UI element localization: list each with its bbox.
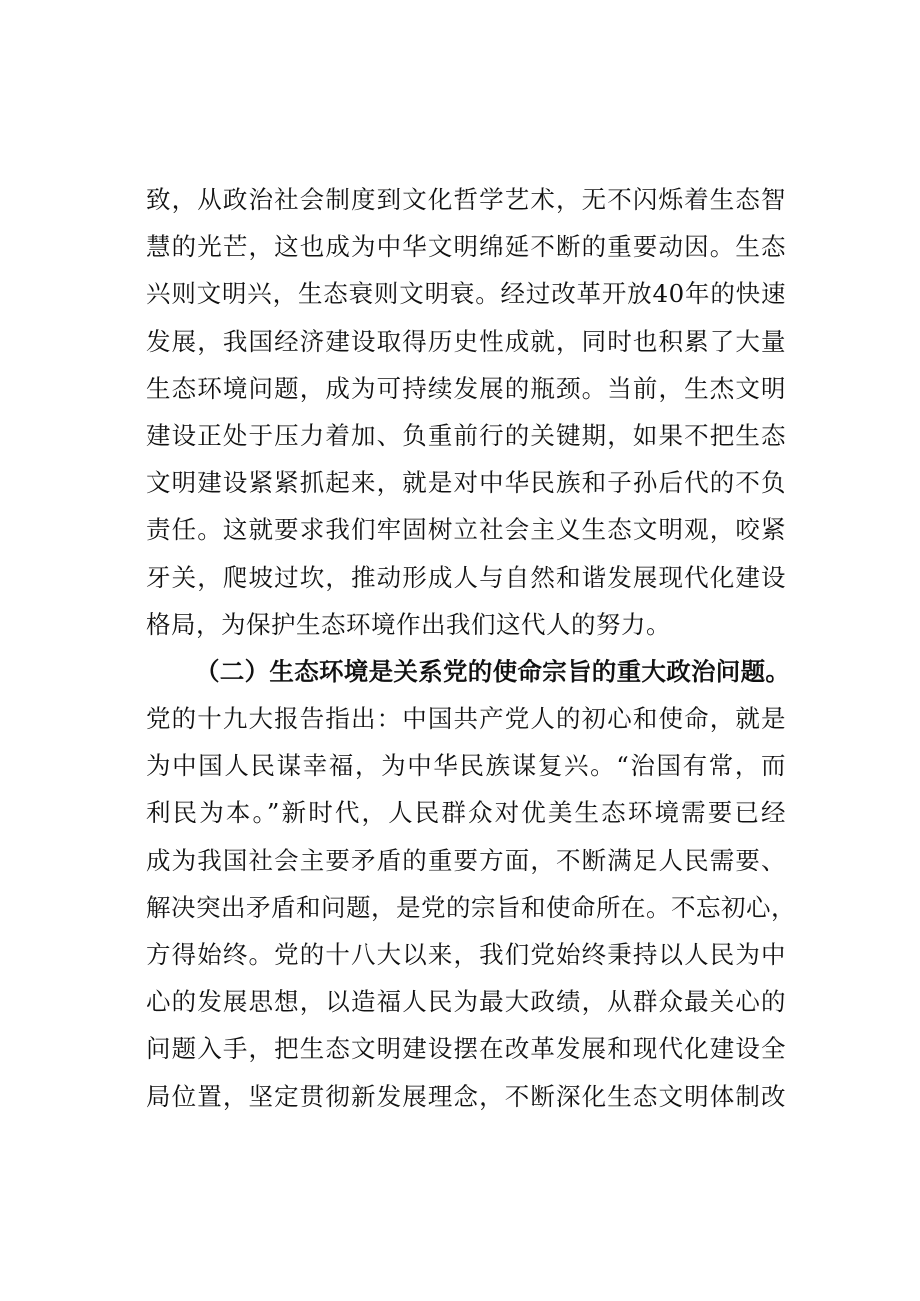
paragraph-2-line: 解决突出矛盾和问题，是党的宗旨和使命所在。不忘初心， — [146, 892, 796, 922]
document-body — [146, 176, 796, 1120]
paragraph-2-line: 方得始终。党的十八大以来，我们党始终秉持以人民为中 — [146, 940, 786, 969]
paragraph-2-line: 问题入手，把生态文明建设摆在改革发展和现代化建设全 — [146, 1034, 786, 1064]
paragraph-1-line: 兴则文明兴，生态衰则文明衰。经过改革开放40年的快速 — [146, 279, 786, 309]
paragraph-2-line: 党的十九大报告指出：中国共产党人的初心和使命，就是 — [146, 704, 786, 734]
paragraph-1-line: 生态环境问题，成为可持续发展的瓶颈。当前，生杰文明 — [146, 373, 786, 403]
paragraph-1-line: 慧的光芒，这也成为中华文明绵延不断的重要动因。生态 — [146, 232, 786, 262]
paragraph-2-line: 为中国人民谋幸福，为中华民族谋复兴。“治国有常，而 — [146, 751, 786, 781]
paragraph-1-line: 致，从政治社会制度到文化哲学艺术，无不闪烁着生态智 — [146, 185, 786, 214]
paragraph-1-line: 文明建设紧紧抓起来，就是对中华民族和子孙后代的不负 — [146, 468, 786, 498]
paragraph-2-line: 成为我国社会主要矛盾的重要方面，不断满足人民需要、 — [146, 845, 786, 875]
paragraph-2-line: 利民为本。”新时代，人民群众对优美生态环境需要已经 — [146, 798, 786, 828]
paragraph-2-line: 局位置，坚定贯彻新发展理念，不断深化生态文明体制改 — [146, 1081, 786, 1111]
section-heading: （二）生态环境是关系党的使命宗旨的重大政治问题。 — [195, 656, 791, 686]
paragraph-2-line: 心的发展思想，以造福人民为最大政绩，从群众最关心的 — [146, 987, 786, 1017]
paragraph-1-line: 责任。这就要求我们牢固树立社会主义生态文明观，咬紧 — [146, 515, 786, 545]
paragraph-1-line: 建设正处于压力着加、负重前行的关键期，如果不把生态 — [146, 420, 786, 450]
paragraph-1-line: 格局，为保护生态环境作出我们这代人的努力。 — [146, 609, 671, 639]
paragraph-1-line: 牙关，爬坡过坎，推动形成人与自然和谐发展现代化建设 — [146, 562, 786, 592]
paragraph-1-line: 发展，我国经济建设取得历史性成就，同时也积累了大量 — [146, 326, 786, 356]
